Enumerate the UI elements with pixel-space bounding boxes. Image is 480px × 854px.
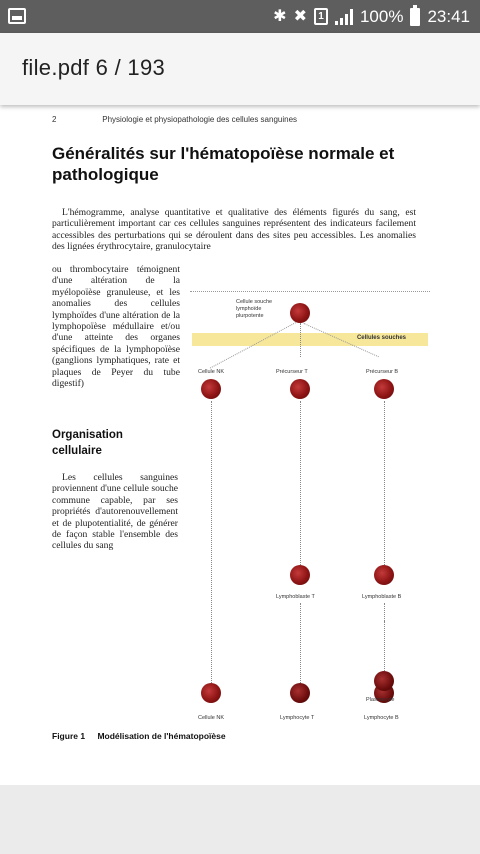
branch-t: [300, 323, 301, 357]
divider-line: [190, 291, 430, 292]
stem-cell-label: Cellule souche lymphoïde plurpotente: [236, 299, 273, 319]
lymphoblast-t-cell: [290, 565, 310, 585]
subsection-heading: Organisation cellulaire: [52, 429, 123, 457]
stem-cell: [290, 303, 310, 323]
status-icons: [273, 0, 470, 33]
precursor-b-cell: [374, 379, 394, 399]
plasmocyte-label: Plasmocyte: [366, 697, 395, 703]
gallery-icon: [8, 8, 26, 24]
status-bar: [0, 0, 480, 33]
section-heading: Généralités sur l'hématopoïèse normale et pathologique: [52, 144, 395, 184]
precursor-t-cell: [290, 379, 310, 399]
precursor-nk-label: Cellule NK: [198, 369, 224, 375]
figure-caption: [52, 731, 226, 741]
document-title: file.pdf 6 / 193: [22, 55, 166, 80]
signal-icon: [335, 9, 353, 25]
t-line: [300, 401, 301, 565]
precursor-t-label: Précurseur T: [276, 369, 308, 375]
clock: 23:41: [427, 6, 470, 26]
mature-nk-cell: [201, 683, 221, 703]
band-label: Cellules souches: [356, 335, 406, 341]
b-line: [384, 401, 385, 565]
precursor-nk-cell: [201, 379, 221, 399]
paragraph-organisation: Les cellules sanguines proviennent d'une cellule souche commune capable, par ses propriétés d'autorenouvellement et de plupotentialité, de générer de façon stable l'ensemble des cellules du sang: [52, 472, 178, 552]
paragraph-intro: L'hémogramme, analyse quantitative et qualitative des éléments figurés du sang, est particulièrement important car ces cellules sanguines représentent des indicateurs facilement accessibles des perturbations qui se déroulent dans des sites peu accessibles. Les anomalies des lignées érythrocytaire, granulocytaire: [52, 207, 416, 253]
lymphoblast-b-cell: [374, 565, 394, 585]
lymphoblast-b-label: Lymphoblaste B: [362, 594, 402, 600]
page-number: 2: [52, 115, 57, 124]
running-header: [52, 115, 297, 124]
lymphocyte-t-cell: [290, 683, 310, 703]
figure-title: Modélisation de l'hématopoïèse: [97, 731, 226, 741]
sim-icon: 1: [314, 8, 328, 25]
hematopoiesis-diagram: [190, 285, 430, 725]
paragraph-column: ou thrombocytaire témoignent d'une altération de la myélopoïèse granuleuse, et les anomalies des cellules lymphoïdes d'une altération de la lymphopoïèse médullaire et/ou d'une atteinte des organes spécifiques de la lymphopoïèse (ganglions lymphatiques, rate et plaques de Peyer du tube digestif): [52, 264, 180, 390]
plasmocyte-connector: [384, 621, 385, 663]
lymphocyte-b-label: Lymphocyte B: [364, 715, 399, 721]
pdf-page[interactable]: [0, 105, 480, 785]
precursor-b-label: Précurseur B: [366, 369, 399, 375]
battery-icon: [410, 8, 420, 26]
battery-percent: 100%: [359, 6, 404, 26]
lymphoblast-t-label: Lymphoblaste T: [276, 594, 315, 600]
t-line-lower: [300, 603, 301, 683]
running-header-text: Physiologie et physiopathologie des cellules sanguines: [102, 115, 298, 124]
nk-line: [211, 401, 212, 683]
mature-nk-label: Cellule NK: [198, 715, 224, 721]
bluetooth-icon: ✱: [273, 7, 287, 25]
plasmocyte-cell: [374, 671, 394, 691]
mute-icon: ✖: [293, 7, 307, 25]
lymphocyte-t-label: Lymphocyte T: [280, 715, 315, 721]
figure-label: Figure 1: [52, 731, 86, 741]
app-toolbar: [0, 33, 480, 105]
